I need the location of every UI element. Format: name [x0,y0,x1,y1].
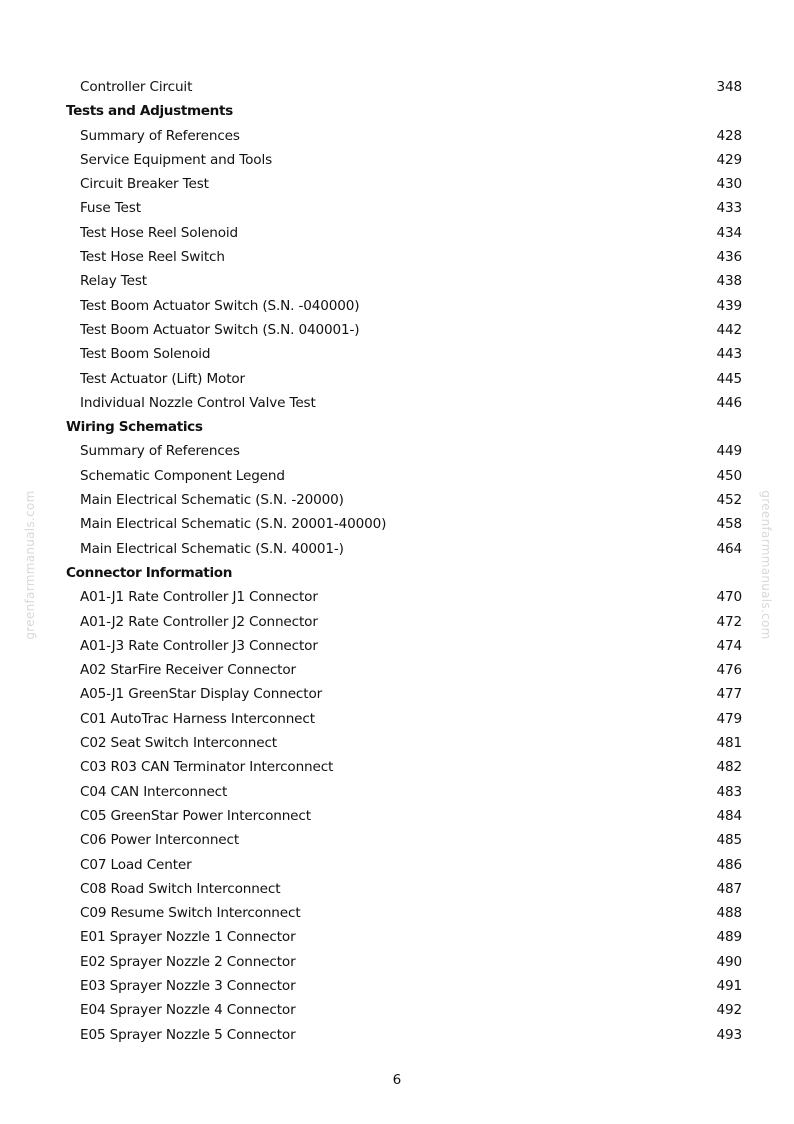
entry-title: Test Boom Actuator Switch (S.N. 040001-) [80,321,360,338]
entry-title: Summary of References [80,443,240,460]
entry-title: Individual Nozzle Control Valve Test [80,394,316,411]
toc-entry[interactable] [66,755,742,779]
entry-title: C04 CAN Interconnect [80,783,228,800]
toc-entry[interactable] [66,1023,742,1047]
toc-entry[interactable] [66,512,742,536]
toc-entry[interactable] [66,75,742,99]
toc-entry[interactable] [66,318,742,342]
toc-entry[interactable] [66,707,742,731]
entry-page-number: 446 [716,394,742,411]
toc-entry[interactable] [66,925,742,949]
toc-entry[interactable] [66,439,742,463]
entry-title: Controller Circuit [80,79,193,95]
entry-page-number: 484 [716,807,742,824]
toc-section-heading [66,415,742,439]
entry-page-number: 476 [716,662,742,679]
toc-entry[interactable] [66,682,742,706]
entry-page-number: 438 [716,273,742,290]
section-title: Connector Information [66,564,233,581]
entry-title: A01-J3 Rate Controller J3 Connector [80,637,318,654]
entry-title: A01-J1 Rate Controller J1 Connector [80,589,318,606]
entry-page-number: 452 [716,492,742,509]
section-title: Wiring Schematics [66,419,203,436]
page-number: 6 [392,1072,402,1088]
toc-entry[interactable] [66,294,742,318]
toc-entry[interactable] [66,877,742,901]
entry-title: Relay Test [80,273,147,290]
toc-section-heading [66,561,742,585]
entry-page-number: 449 [716,443,742,460]
toc-entry[interactable] [66,950,742,974]
entry-title: E01 Sprayer Nozzle 1 Connector [80,929,296,946]
section-title: Tests and Adjustments [66,103,233,120]
entry-title: C08 Road Switch Interconnect [80,880,281,897]
entry-title: C07 Load Center [80,856,192,873]
toc-entry[interactable] [66,804,742,828]
entry-title: C01 AutoTrac Harness Interconnect [80,710,315,727]
toc-entry[interactable] [66,780,742,804]
toc-entry[interactable] [66,853,742,877]
entry-page-number: 488 [716,905,742,922]
toc-entry[interactable] [66,196,742,220]
entry-page-number: 433 [716,200,742,217]
entry-page-number: 482 [716,759,742,776]
entry-title: Test Boom Solenoid [80,346,211,363]
toc-entry[interactable] [66,391,742,415]
entry-title: Main Electrical Schematic (S.N. 20001-40000) [80,516,387,533]
entry-page-number: 464 [716,540,742,557]
entry-page-number: 428 [716,127,742,144]
toc-entry[interactable] [66,658,742,682]
entry-title: C06 Power Interconnect [80,832,240,849]
entry-page-number: 458 [716,516,742,533]
toc-section-heading [66,99,742,123]
toc-entry[interactable] [66,828,742,852]
entry-title: A01-J2 Rate Controller J2 Connector [80,613,318,630]
entry-page-number: 442 [716,321,742,338]
toc-entry[interactable] [66,464,742,488]
toc-entry[interactable] [66,610,742,634]
toc-entry[interactable] [66,221,742,245]
toc-entry[interactable] [66,148,742,172]
entry-page-number: 443 [716,346,742,363]
toc-entry[interactable] [66,634,742,658]
entry-page-number: 470 [716,589,742,606]
entry-title: Test Actuator (Lift) Motor [80,370,245,387]
entry-title: Test Hose Reel Solenoid [80,224,239,241]
toc-entry[interactable] [66,488,742,512]
entry-title: Test Boom Actuator Switch (S.N. -040000) [80,297,360,314]
watermark-left: greenfarmmanuals.com [23,490,37,640]
entry-page-number: 491 [716,977,742,994]
entry-page-number: 434 [716,224,742,241]
toc-entry[interactable] [66,974,742,998]
entry-title: Service Equipment and Tools [80,151,273,168]
entry-page-number: 485 [716,832,742,849]
entry-page-number: 445 [716,370,742,387]
entry-title: E02 Sprayer Nozzle 2 Connector [80,953,296,970]
toc-entry[interactable] [66,269,742,293]
entry-title: C05 GreenStar Power Interconnect [80,807,311,824]
entry-page-number: 481 [716,735,742,752]
entry-page-number: 479 [716,710,742,727]
toc-entry[interactable] [66,342,742,366]
entry-title: C02 Seat Switch Interconnect [80,735,277,752]
watermark-right: greenfarmmanuals.com [759,490,773,640]
entry-page-number: 472 [716,613,742,630]
entry-title: C03 R03 CAN Terminator Interconnect [80,759,334,776]
toc-entry[interactable] [66,245,742,269]
table-of-contents [66,75,742,1047]
entry-title: Fuse Test [80,200,141,217]
entry-title: A05-J1 GreenStar Display Connector [80,686,323,703]
toc-entry[interactable] [66,901,742,925]
entry-title: E03 Sprayer Nozzle 3 Connector [80,977,296,994]
entry-page-number: 430 [716,176,742,193]
entry-title: Summary of References [80,127,240,144]
entry-page-number: 483 [716,783,742,800]
entry-page-number: 450 [716,467,742,484]
entry-title: Schematic Component Legend [80,467,285,484]
entry-page-number: 429 [716,151,742,168]
toc-entry[interactable] [66,731,742,755]
entry-page-number: 493 [716,1026,742,1043]
toc-entry[interactable] [66,537,742,561]
entry-page-number: 439 [716,297,742,314]
entry-title: A02 StarFire Receiver Connector [80,662,296,679]
entry-title: Test Hose Reel Switch [80,249,225,266]
toc-entry[interactable] [66,585,742,609]
entry-page-number: 348 [716,79,742,95]
entry-title: E05 Sprayer Nozzle 5 Connector [80,1026,296,1043]
entry-page-number: 487 [716,880,742,897]
entry-title: Circuit Breaker Test [80,176,209,193]
entry-page-number: 492 [716,1002,742,1019]
entry-title: Main Electrical Schematic (S.N. 40001-) [80,540,344,557]
entry-title: C09 Resume Switch Interconnect [80,905,301,922]
entry-page-number: 474 [716,637,742,654]
entry-page-number: 436 [716,249,742,266]
toc-entry[interactable] [66,998,742,1022]
entry-title: Main Electrical Schematic (S.N. -20000) [80,492,344,509]
entry-page-number: 486 [716,856,742,873]
toc-entry[interactable] [66,124,742,148]
toc-entry[interactable] [66,367,742,391]
toc-entry[interactable] [66,172,742,196]
entry-page-number: 489 [716,929,742,946]
entry-page-number: 477 [716,686,742,703]
entry-title: E04 Sprayer Nozzle 4 Connector [80,1002,296,1019]
entry-page-number: 490 [716,953,742,970]
